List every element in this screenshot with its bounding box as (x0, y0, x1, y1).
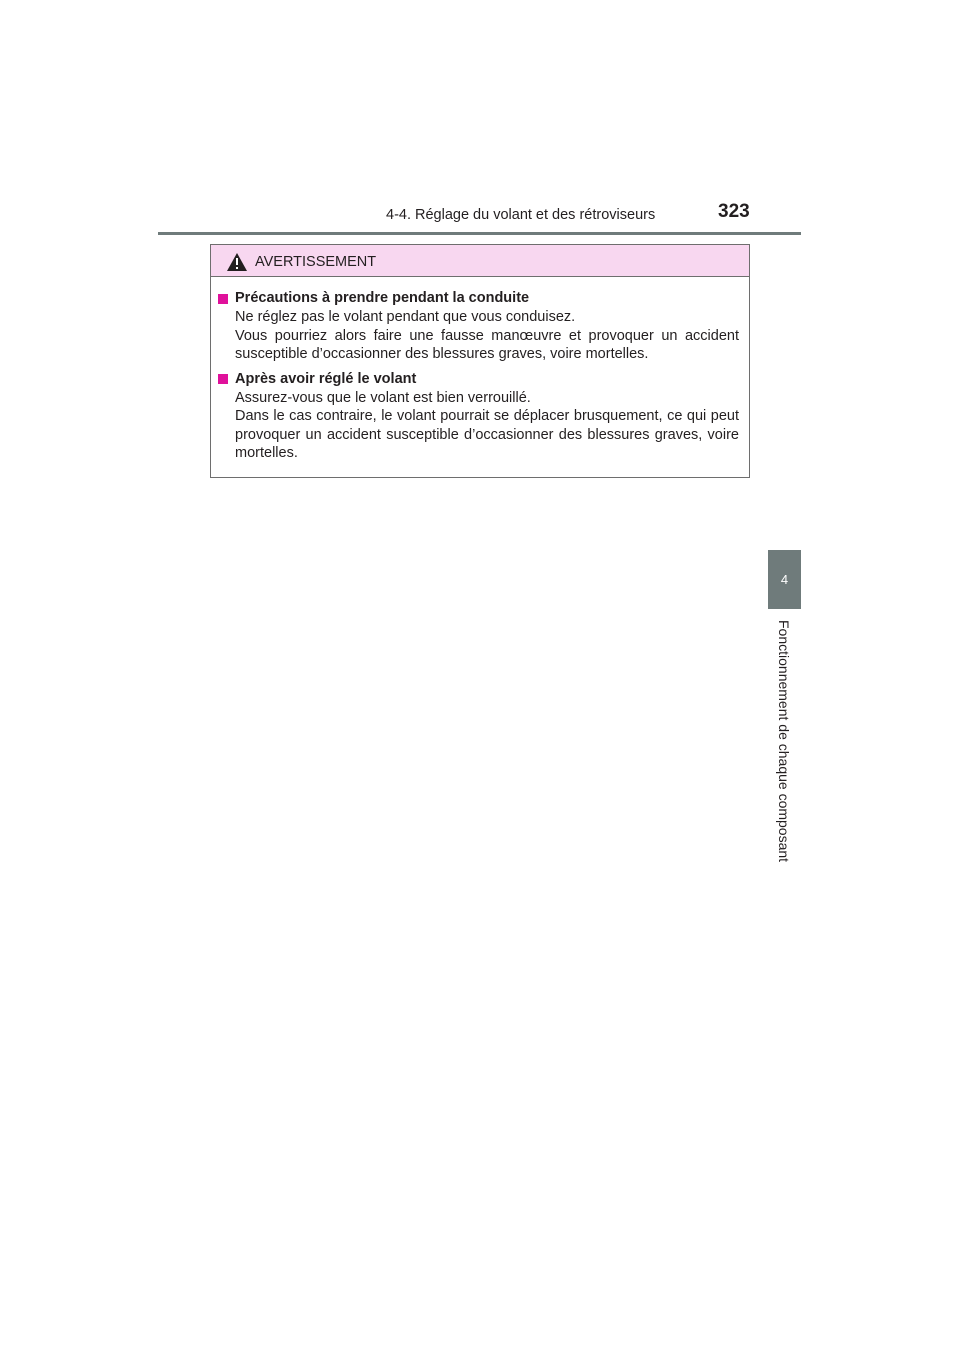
section-heading-text: Après avoir réglé le volant (235, 370, 417, 387)
section-title: 4-4. Réglage du volant et des rétroviseurs (386, 207, 656, 223)
paragraph: Dans le cas contraire, le volant pourrait se déplacer brusquement, ce qui peut provoquer un accident susceptible d’occasionner des blessures graves, voire mortelles. (235, 408, 739, 461)
section-heading (218, 370, 739, 389)
square-bullet-icon (218, 374, 228, 384)
warning-section-driving (218, 289, 739, 364)
warning-body (211, 277, 749, 463)
paragraph: Ne réglez pas le volant pendant que vous conduisez. (235, 309, 576, 325)
paragraph: Vous pourriez alors faire une fausse manœuvre et provoquer un accident susceptible d’occasionner des blessures graves, voire mortelles. (235, 327, 739, 362)
chapter-tab: 4 (768, 550, 801, 609)
section-heading (218, 289, 739, 308)
section-text (218, 389, 739, 463)
warning-section-after-adjust (218, 370, 739, 463)
warning-triangle-icon (226, 252, 248, 272)
warning-title: AVERTISSEMENT (255, 254, 377, 270)
warning-header (211, 245, 749, 277)
square-bullet-icon (218, 294, 228, 304)
paragraph: Assurez-vous que le volant est bien verrouillé. (235, 389, 531, 406)
section-heading-text: Précautions à prendre pendant la conduite (235, 290, 530, 306)
chapter-label: Fonctionnement de chaque composant (776, 620, 792, 863)
section-text (218, 308, 739, 364)
warning-box (210, 244, 750, 478)
page-number: 323 (718, 201, 750, 222)
header-divider (158, 232, 801, 235)
